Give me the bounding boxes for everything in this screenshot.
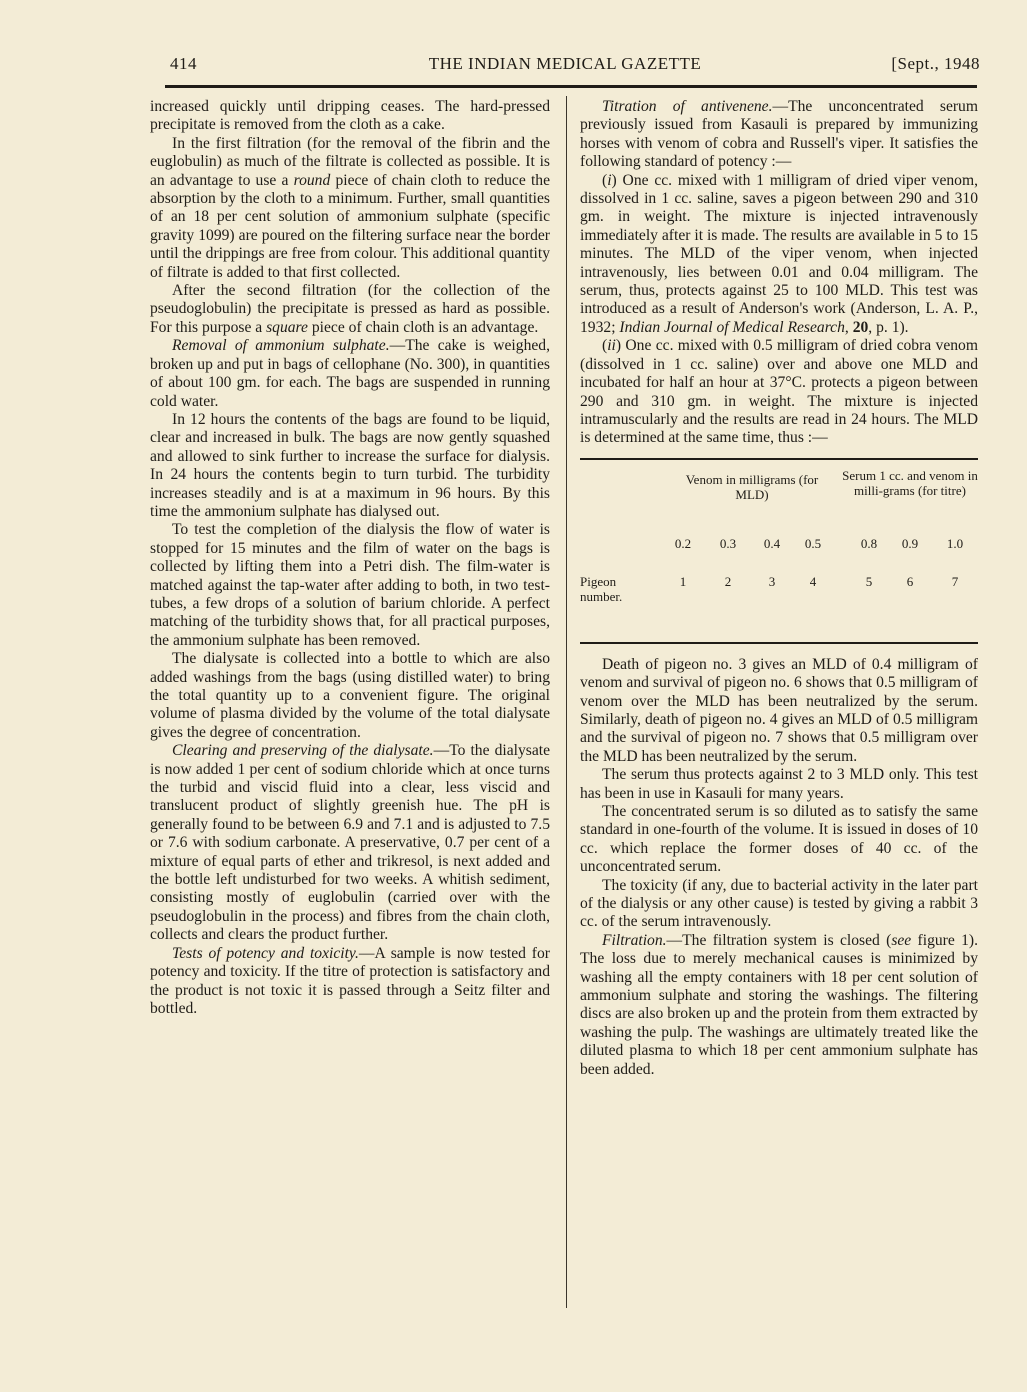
table-cell: 2 — [724, 573, 732, 589]
paragraph: increased quickly until dripping ceases. The hard-pressed precipitate is removed from the cloth as a cake. — [150, 98, 550, 134]
table-cell: 0.9 — [901, 535, 919, 551]
header-rule — [165, 85, 977, 88]
page-number: 414 — [170, 54, 197, 73]
table-cell: 4 — [809, 573, 817, 589]
paragraph: (i) One cc. mixed with 1 milligram of dried viper venom, dissolved in 1 cc. saline, saves a pigeon between 290 and 310 gm. in weight. The mixture is injected intravenously immediately after it is made. The results are available in 5 to 15 minutes. The MLD of the viper venom, when injected intravenously, lies between 0.01 and 0.04 milligram. The serum, thus, protects against 25 to 100 MLD. This test was introduced as a result of Anderson's work (Anderson, L. A. P., 1932; Indian Journal of Medical Research, 20, p. 1). — [580, 171, 978, 336]
section-paragraph-titration: Titration of antivenene.—The unconcentrated serum previously issued from Kasauli is prepared by immunizing horses with venom of cobra and Russell's viper. It satisfies the following standard of potency :— — [580, 98, 978, 171]
table-header-serum: Serum 1 cc. and venom in milli-grams (for titre) — [842, 467, 978, 498]
table-cell: 0.3 — [719, 535, 737, 551]
table-cell: 3 — [768, 573, 776, 589]
section-paragraph-removal: Removal of ammonium sulphate.—The cake is weighed, broken up and put in bags of cellophane (No. 300), in quantities of about 100 gm. for each. The bags are suspended in running cold water. — [150, 337, 550, 410]
table-cell: 0.8 — [860, 535, 878, 551]
table-cell: 7 — [951, 573, 959, 589]
paragraph: In 12 hours the contents of the bags are found to be liquid, clear and increased in bulk. The bags are now gently squashed and allowed to sink further to increase the surface for dialysis. In 24 hours the contents begin to turn turbid. The turbidity increases steadily and is at a maximum in 96 hours. By this time the ammonium sulphate has dialysed out. — [150, 410, 550, 520]
table-row-label: Pigeon number. — [580, 573, 623, 604]
section-paragraph-clearing: Clearing and preserving of the dialysate.—To the dialysate is now added 1 per cent of sodium chloride which at once turns the turbid and viscid fluid into a clear, less viscid and translucent product of slightly greenish hue. The pH is generally found to be between 6.9 and 7.1 and is adjusted to 7.5 or 7.6 with sodium carbonate. A preservative, 0.7 per cent of a mixture of equal parts of ether and trikresol, is next added and the bottle left undisturbed for two weeks. A whitish sediment, consisting mostly of euglobulin (carried over with the pseudoglobulin in the process) and fibres from the chain cloth, collects and clears the product further. — [150, 742, 550, 944]
column-divider — [566, 96, 567, 1308]
section-paragraph-tests: Tests of potency and toxicity.—A sample is now tested for potency and toxicity. If the titre of protection is satisfactory and the product is not toxic it is passed through a Seitz filter and bottled. — [150, 944, 550, 1017]
table-cell: 0.2 — [674, 535, 692, 551]
table-cell: 5 — [865, 573, 873, 589]
table-cell: 0.4 — [763, 535, 781, 551]
mld-table — [580, 458, 978, 644]
paragraph: The serum thus protects against 2 to 3 MLD only. This test has been in use in Kasauli for many years. — [580, 766, 978, 802]
table-cell: 6 — [906, 573, 914, 589]
paragraph: The concentrated serum is so diluted as to satisfy the same standard in one-fourth of the volume. It is issued in doses of 10 cc. which replace the former doses of 40 cc. of the unconcentrated serum. — [580, 802, 978, 876]
section-paragraph-filtration: Filtration.—The filtration system is closed (see figure 1). The loss due to merely mechanical causes is minimized by washing all the empty containers with 18 per cent solution of ammonium sulphate and storing the washings. The filtering discs are also broken up and the protein from them extracted by washing the pulp. The washings are ultimately treated like the diluted plasma to which 18 per cent ammonium sulphate has been added. — [580, 931, 979, 1078]
issue-date: [Sept., 1948 — [891, 54, 980, 73]
running-header — [150, 54, 980, 84]
paragraph: (ii) One cc. mixed with 0.5 milligram of dried cobra venom (dissolved in 1 cc. saline) over and above one MLD and incubated for half an hour at 37°C. protects a pigeon between 290 and 310 gm. in weight. The mixture is injected intramuscularly and the results are read in 24 hours. The MLD is determined at the same time, thus :— — [580, 337, 978, 447]
table-cell: 0.5 — [804, 535, 822, 551]
journal-title: THE INDIAN MEDICAL GAZETTE — [428, 54, 702, 73]
table-cell: 1 — [679, 573, 687, 589]
right-column — [580, 98, 978, 1079]
paragraph: To test the completion of the dialysis the flow of water is stopped for 15 minutes and the film of water on the bags is collected by lifting them into a Petri dish. The film-water is matched against the tap-water after adding to both, in two test-tubes, a few drops of a solution of barium chloride. A perfect matching of the turbidity shows that, for all practical purposes, the ammonium sulphate has been removed. — [150, 521, 550, 649]
table-header-venom: Venom in milligrams (for MLD) — [685, 471, 819, 502]
paragraph: The dialysate is collected into a bottle to which are also added washings from the bags (using distilled water) to bring the total quantity up to a convenient figure. The original volume of plasma divided by the volume of the total dialysate gives the degree of concentration. — [150, 650, 550, 741]
paragraph: The toxicity (if any, due to bacterial activity in the later part of the dialysis or any other cause) is tested by giving a rabbit 3 cc. of the serum intravenously. — [580, 876, 978, 931]
table-cell: 1.0 — [946, 535, 964, 551]
paragraph: In the first filtration (for the removal of the fibrin and the euglobulin) as much of the filtrate is collected as possible. It is an advantage to use a round piece of chain cloth to reduce the absorption by the cloth to a minimum. Further, small quantities of an 18 per cent solution of ammonium sulphate (specific gravity 1099) are poured on the filtering surface near the border until the drippings are free from colour. This additional quantity of filtrate is added to that first collected. — [150, 134, 550, 281]
paragraph: After the second filtration (for the collection of the pseudoglobulin) the precipitate is pressed as hard as possible. For this purpose a square piece of chain cloth is an advantage. — [150, 282, 550, 336]
paragraph: Death of pigeon no. 3 gives an MLD of 0.4 milligram of venom and survival of pigeon no. 6 shows that 0.5 milligram of venom over the MLD has been neutralized by the serum. Similarly, death of pigeon no. 4 gives an MLD of 0.5 milligram and the survival of pigeon no. 7 shows that 0.5 milligram over the MLD has been neutralized by the serum. — [580, 655, 978, 765]
left-column — [150, 98, 550, 1018]
